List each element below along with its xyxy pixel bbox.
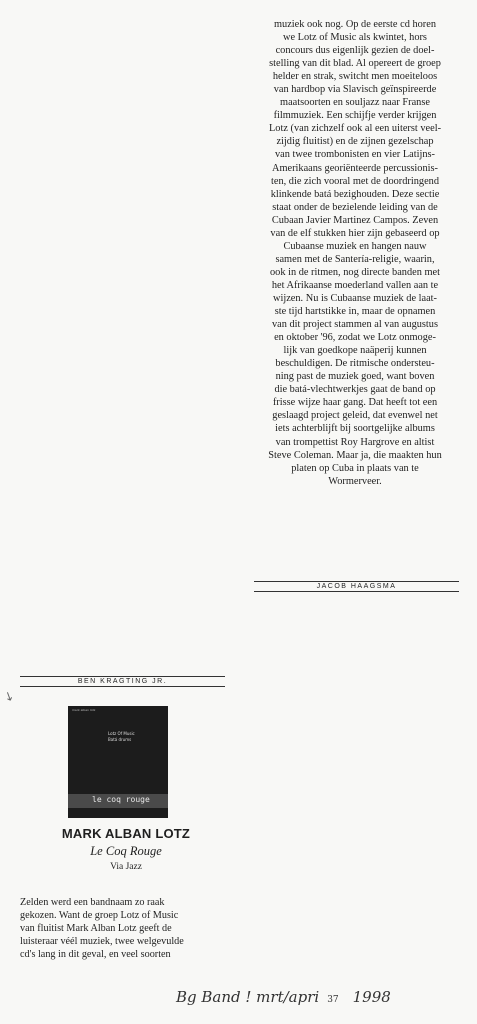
article-line: platen op Cuba in plaats van te — [291, 462, 419, 474]
review-body — [20, 896, 232, 961]
article-line: samen met de Santería-religie, waarin, — [275, 253, 435, 265]
review-artist: MARK ALBAN LOTZ — [61, 826, 191, 841]
article-line: filmmuziek. Een schijfje verder krijgen — [273, 110, 437, 122]
page-number: 37 — [327, 995, 339, 1005]
review-line: cd's lang in dit geval, en veel soorten — [20, 949, 171, 960]
article-line: beschuldigen. De ritmische ondersteu- — [275, 358, 435, 370]
article-line: helder en strak, switcht men moeiteloos — [272, 71, 438, 83]
review-line: gekozen. Want de groep Lotz of Music — [20, 910, 179, 921]
article-line: van hardbop via Slavisch geïnspireerde — [273, 84, 437, 96]
article-line: Cubaanse muziek en hangen nauw — [283, 240, 427, 252]
cover-band-text: Lotz Of Music — [108, 731, 135, 736]
article-line: Lotz (van zichzelf ook al een uiterst veel- — [268, 123, 442, 135]
article-line: ten, die zich vooral met de doordringend — [270, 175, 440, 187]
article-line: lijk van goedkope naäperij kunnen — [283, 345, 427, 357]
article-line: klinkende batá bezighouden. Deze sectie — [270, 188, 440, 200]
article-line: iets achterblijft bij soortgelijke albums — [275, 423, 435, 435]
handwritten-note: Bg Band ! mrt/apri — [176, 988, 320, 1006]
review-album-title: Le Coq Rouge — [90, 844, 162, 858]
article-line: ste tijd hartstikke in, maar de opnamen — [274, 306, 436, 318]
handwritten-year: 1998 — [352, 988, 391, 1006]
review-line: luisteraar véél muziek, twee welgevulde — [20, 936, 184, 947]
article-line: ning past de muziek goed, want boven — [275, 371, 435, 383]
article-line: van dit project stammen al van augustus — [271, 319, 439, 331]
article-line: we Lotz of Music als kwintet, hors — [283, 32, 427, 44]
article-line: ook in de ritmen, nog directe banden met — [269, 266, 441, 278]
article-line: frisse wijze haar gang. Dat heeft tot een — [272, 397, 438, 409]
handwritten-arrow-icon: ↘ — [1, 687, 17, 705]
article-line: en oktober '96, zodat we Lotz onmoge- — [274, 332, 436, 344]
article-line: Cubaan Javier Martinez Campos. Zeven — [271, 214, 439, 226]
article-line: maatsoorten en souljazz naar Franse — [280, 97, 430, 109]
review-record-label: Via Jazz — [110, 862, 142, 872]
article-line: wijzen. Nu is Cubaanse muziek de laat- — [272, 292, 437, 304]
article-line: stelling van dit blad. Al opereert de groep — [269, 58, 441, 70]
article-line: Steve Coleman. Maar ja, die maakten hun — [268, 449, 442, 461]
article-line: geslaagd project geleid, dat evenwel net — [272, 410, 438, 422]
article-line: staat onder de bezielende leiding van de — [272, 201, 438, 213]
article-line: van de elf stukken hier zijn gebaseerd op — [270, 227, 440, 239]
review-line: van fluitist Mark Alban Lotz geeft de — [20, 923, 172, 934]
article-continuation — [247, 18, 463, 488]
article-line: het Afrikaanse moederland vallen aan te — [271, 279, 439, 291]
cover-title: le coq rouge — [92, 795, 150, 804]
article-line: van twee trombonisten en vier Latijns- — [275, 149, 435, 161]
byline-jacob-haagsma: JACOB HAAGSMA — [254, 581, 459, 592]
article-line: van trompettist Roy Hargrove en altist — [275, 436, 435, 448]
article-line: concours dus eigenlijk gezien de doel- — [275, 45, 435, 57]
article-line: Wormerveer. — [328, 475, 382, 487]
handwritten-annotation — [176, 988, 391, 1006]
review-line: Zelden werd een bandnaam zo raak — [20, 897, 165, 908]
byline-ben-kragting: BEN KRAGTING JR. — [20, 676, 225, 687]
album-cover — [68, 706, 168, 818]
cover-subtitle — [108, 731, 148, 743]
article-line: die batá-vlechtwerkjes gaat de band op — [274, 384, 436, 396]
article-line: muziek ook nog. Op de eerste cd horen — [274, 19, 436, 30]
article-line: zijdig fluitist) en de zijnen gezelschap — [276, 136, 434, 148]
article-line: Amerikaans georiënteerde percussionis- — [271, 162, 438, 174]
cover-artist-text: mark alban lotz — [72, 708, 96, 712]
cover-drums-text: Batá drums — [108, 737, 132, 742]
